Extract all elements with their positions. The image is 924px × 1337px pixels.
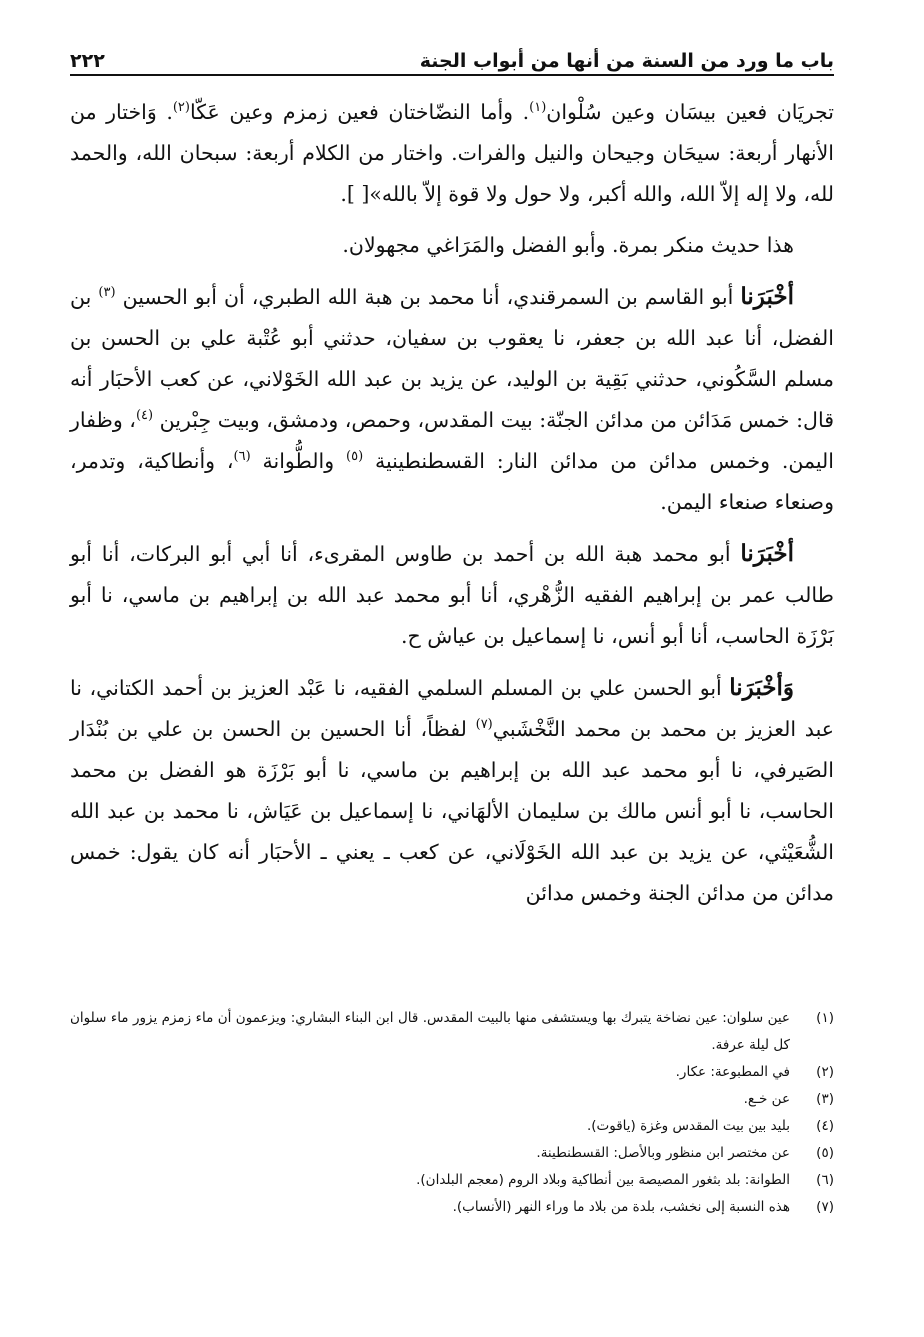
keyword-wa-akhbarana: وَأخْبَرَنا <box>729 674 794 701</box>
footnote-ref-2[interactable]: (٢) <box>172 100 190 116</box>
footnote-6 <box>70 1167 834 1194</box>
text-run: والطُّوانة <box>250 449 346 473</box>
text-run: تجريَان فعين بيسَان وعين سُلْوان <box>546 100 834 124</box>
keyword-akhbarana: أخْبَرَنا <box>740 540 794 567</box>
footnote-5 <box>70 1140 834 1167</box>
footnote-text: الطوانة: بلد بثغور المصيصة بين أنطاكية وبلاد الروم (معجم البلدان). <box>416 1172 790 1188</box>
text-run: أبو الحسن علي بن المسلم السلمي الفقيه، نا عَبْد العزيز بن أحمد الكتاني، نا عبد العزيز بن محمد بن محمد النَّخْشَبي <box>70 676 834 741</box>
footnote-ref-5[interactable]: (٥) <box>346 449 364 465</box>
text-run: أبو محمد هبة الله بن أحمد بن طاوس المقرىء، أنا أبي أبو البركات، أنا أبو طالب عمر بن إبراهيم الفقيه الزُّهْري، أنا أبو محمد عبد الله بن إبراهيم بن ماسي، نا أبو بَرْزَة الحاسب، أنا أبو أنس، نا إسماعيل بن عياش ح. <box>70 542 834 648</box>
footnote-number: (٦) <box>816 1172 834 1188</box>
footnote-text: عن خـع. <box>743 1091 790 1107</box>
text-run: لفظاً، أنا الحسين بن الحسن بن علي بن بُنْدَار الصَيرفي، نا أبو محمد عبد الله بن إبراهيم بن ماسي، نا أبو بَرْزَة هو الفضل بن محمد الحاسب، نا أبو أنس مالك بن سليمان الألهَاني، نا إسماعيل بن عَيَاش، نا محمد بن عبد الله الشُّعَيْثي، عن يزيد بن عبد الله الخَوْلَاني، عن كعب ـ يعني ـ الأحبَار أنه كان يقول: خمس مدائن من مدائن الجنة وخمس مدائن <box>70 717 834 905</box>
text-run: أبو القاسم بن السمرقندي، أنا محمد بن هبة الله الطبري، أن أبو الحسين <box>115 285 741 309</box>
footnote-ref-3[interactable]: (٣) <box>98 285 116 301</box>
text-run: . وَاختار من الأنهار أربعة: سيحَان وجيحان والنيل والفرات. واختار من الكلام أربعة: سبحان الله، والحمد لله، ولا إله إلاّ الله، والله أكبر، ولا حول ولا قوة إلاّ بالله»[ ]. <box>70 100 834 206</box>
footnote-ref-6[interactable]: (٦) <box>233 449 251 465</box>
footnotes <box>70 1005 834 1221</box>
paragraph-4 <box>70 533 834 657</box>
footnote-3 <box>70 1086 834 1113</box>
footnote-number: (٧) <box>816 1199 834 1215</box>
text-run: ، وظفار اليمن. وخمس مدائن من مدائن النار: القسطنطينية <box>70 408 834 473</box>
footnote-text: عين سلوان: عين نضاخة يتبرك بها ويستشفى منها بالبيت المقدس. قال ابن البناء البشاري: ويزعمون أن ماء زمزم يزور ماء سلوان كل ليلة عرفة. <box>70 1010 790 1053</box>
running-header <box>70 40 834 76</box>
footnote-text: هذه النسبة إلى نخشب، بلدة من بلاد ما وراء النهر (الأنساب). <box>452 1199 790 1215</box>
footnote-7 <box>70 1194 834 1221</box>
footnote-text: في المطبوعة: عكار. <box>675 1064 790 1080</box>
footnote-4 <box>70 1113 834 1140</box>
text-run: . وأما النضّاختان فعين زمزم وعين عَكّا <box>189 100 530 124</box>
footnote-ref-4[interactable]: (٤) <box>135 408 154 424</box>
text-run: ، وأنطاكية، وتدمر، وصنعاء صنعاء اليمن. <box>70 449 834 514</box>
footnote-1 <box>70 1005 834 1059</box>
running-title: باب ما ورد من السنة من أنها من أبواب الجنة <box>419 50 834 72</box>
footnote-text: عن مختصر ابن منظور وبالأصل: القسطنطينة. <box>536 1145 790 1161</box>
paragraph-1 <box>70 92 834 215</box>
paragraph-5 <box>70 667 834 914</box>
footnote-text: بليد بين بيت المقدس وغزة (ياقوت). <box>586 1118 790 1134</box>
page-number: ٢٢٢ <box>70 50 105 72</box>
footnote-2 <box>70 1059 834 1086</box>
text-run: بن الفضل، أنا عبد الله بن جعفر، نا يعقوب بن سفيان، حدثني أبو عُتْبة علي بن الحسن بن مسلم السَّكُوني، حدثني بَقِية بن الوليد، عن يزيد بن عبد الله الخَوْلاني، عن كعب الأحبَار أنه قال: خمس مَدَائن من مدائن الجنّة: بيت المقدس، وحمص، ودمشق، وبيت جِبْرين <box>70 285 834 432</box>
footnote-number: (٥) <box>816 1145 834 1161</box>
paragraph-2: هذا حديث منكر بمرة. وأبو الفضل والمَرَاغي مجهولان. <box>342 233 794 257</box>
footnote-ref-1[interactable]: (١) <box>529 100 547 116</box>
footnote-number: (٢) <box>816 1064 834 1080</box>
footnote-number: (٤) <box>816 1118 834 1134</box>
paragraph-3 <box>70 276 834 523</box>
footnote-number: (٣) <box>816 1091 834 1107</box>
keyword-akhbarana: أخْبَرَنا <box>740 283 794 310</box>
footnote-ref-7[interactable]: (٧) <box>475 717 493 733</box>
main-text <box>70 92 834 914</box>
page <box>70 40 834 914</box>
footnote-number: (١) <box>816 1010 834 1026</box>
